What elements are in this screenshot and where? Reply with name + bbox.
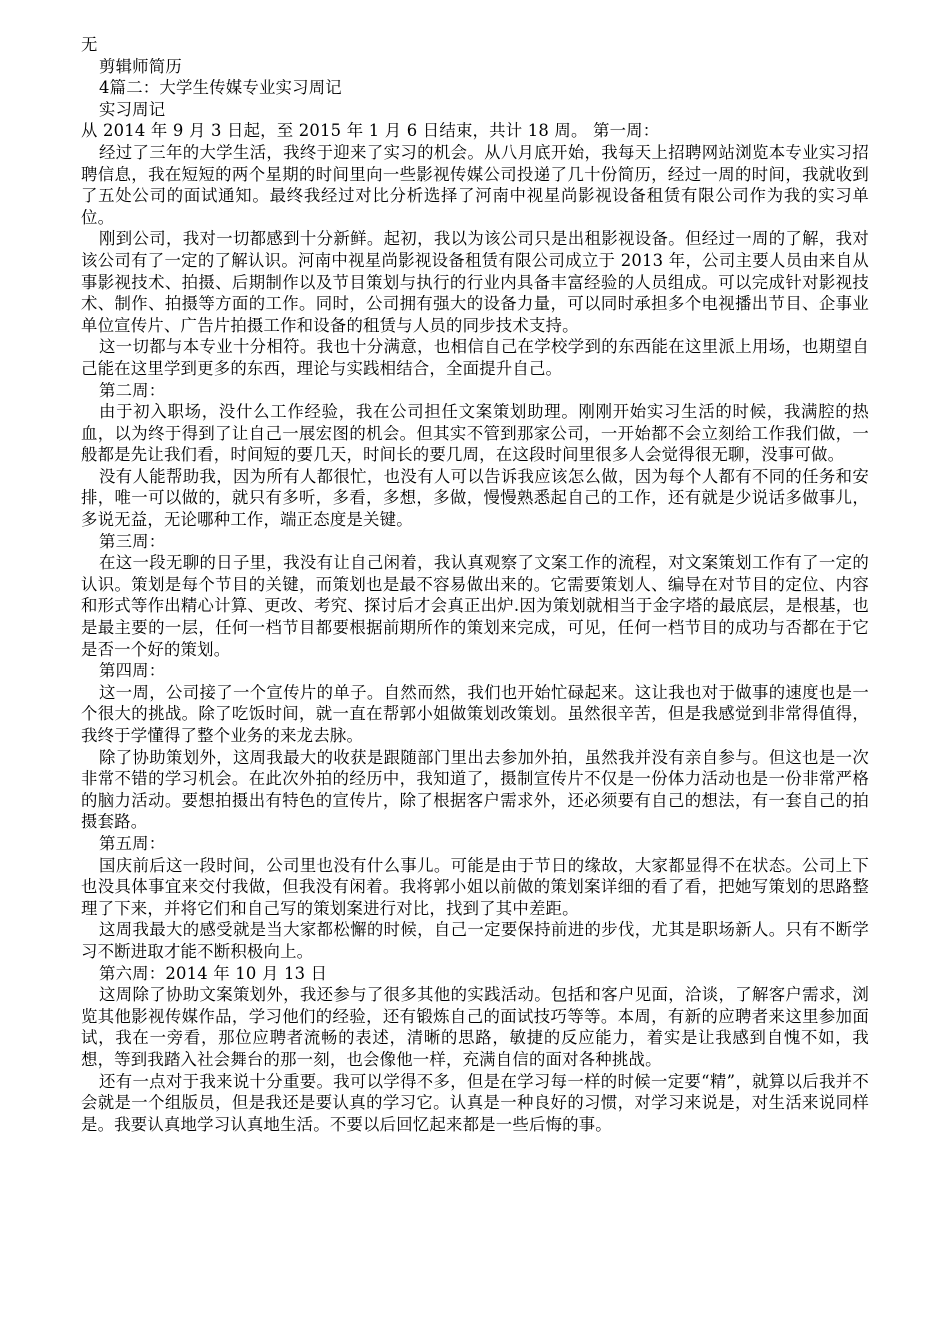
week-heading: 第三周：	[99, 531, 166, 551]
paragraph: 在这一段无聊的日子里，我没有让自己闲着，我认真观察了文案工作的流程，对文案策划工作有了一定的认识。策划是每个节目的关键，而策划也是最不容易做出来的。它需要策划人、编导在对节目的定位、内容和形式等作出精心计算、更改、考究、探讨后才会真正出炉.因为策划就相当于金字塔的最底层，是根基，也是最主要的一层，任何一档节目都要根据前期所作的策划来完成，可见，任何一档节目的成功与否都在于它是否一个好的策划。	[81, 553, 869, 659]
subtitle: 实习周记	[99, 99, 166, 119]
paragraph: 刚到公司，我对一切都感到十分新鲜。起初，我以为该公司只是出租影视设备。但经过一周的了解，我对该公司有了一定的了解认识。河南中视星尚影视设备租赁有限公司成立于 2013 年，公司主要人员由来自从事影视技术、拍摄、后期制作以及节目策划与执行的行业内具备丰富经验的人员组成。可以完成针对影视技术、制作、拍摄等方面的工作。同时，公司拥有强大的设备力量，可以同时承担多个电视播出节目、企事业单位宣传片、广告片拍摄工作和设备的租赁与人员的同步技术支持。	[81, 229, 869, 335]
week-heading: 第六周：2014 年 10 月 13 日	[99, 963, 328, 983]
title-line: 剪辑师简历	[99, 56, 182, 76]
paragraph: 这一周，公司接了一个宣传片的单子。自然而然，我们也开始忙碌起来。这让我也对于做事的速度也是一个很大的挑战。除了吃饭时间，就一直在帮郭小姐做策划改策划。虽然很辛苦，但是我感觉到非常得值得，我终于学懂得了整个业务的来龙去脉。	[81, 682, 869, 745]
date-line: 从 2014 年 9 月 3 日起，至 2015 年 1 月 6 日结束，共计 18 周。 第一周：	[81, 121, 660, 141]
paragraph: 这周我最大的感受就是当大家都松懈的时候，自己一定要保持前进的步伐，尤其是职场新人。只有不断学习不断进取才能不断积极向上。	[81, 920, 869, 961]
week-heading: 第二周：	[99, 380, 166, 400]
paragraph: 由于初入职场，没什么工作经验，我在公司担任文案策划助理。刚刚开始实习生活的时候，我满腔的热血，以为终于得到了让自己一展宏图的机会。但其实不管到那家公司，一开始都不会立刻给工作我们做，一般都是先让我们看，时间短的要几天，时间长的要几周，在这段时间里很多人会觉得很无聊，没事可做。	[81, 402, 869, 465]
paragraph: 还有一点对于我来说十分重要。我可以学得不多，但是在学习每一样的时候一定要“精”，就算以后我并不会就是一个组版员，但是我还是要认真的学习它。认真是一种良好的习惯，对学习来说是，对生活来说同样是。我要认真地学习认真地生活。不要以后回忆起来都是一些后悔的事。	[81, 1071, 869, 1134]
section-heading: 4篇二：大学生传媒专业实习周记	[99, 78, 342, 98]
paragraph: 经过了三年的大学生活，我终于迎来了实习的机会。从八月底开始，我每天上招聘网站浏览本专业实习招聘信息，我在短短的两个星期的时间里向一些影视传媒公司投递了几十份简历，经过一周的时间，我就收到了五处公司的面试通知。最终我经过对比分析选择了河南中视星尚影视设备租赁有限公司作为我的实习单位。	[81, 142, 869, 227]
paragraph: 国庆前后这一段时间，公司里也没有什么事儿。可能是由于节日的缘故，大家都显得不在状态。公司上下也没具体事宜来交付我做，但我没有闲着。我将郭小姐以前做的策划案详细的看了看，把她写策划的思路整理了下来，并将它们和自己写的策划案进行对比，找到了其中差距。	[81, 855, 869, 918]
paragraph: 这周除了协助文案策划外，我还参与了很多其他的实践活动。包括和客户见面，洽谈，了解客户需求，浏览其他影视传媒作品，学习他们的经验，还有锻炼自己的面试技巧等等。本周，有新的应聘者来这里参加面试，我在一旁看，那位应聘者流畅的表述，清晰的思路，敏捷的反应能力，着实是让我感到自愧不如，我想，等到我踏入社会舞台的那一刻，也会像他一样，充满自信的面对各种挑战。	[81, 985, 869, 1069]
paragraph: 除了协助策划外，这周我最大的收获是跟随部门里出去参加外拍，虽然我并没有亲自参与。但这也是一次非常不错的学习机会。在此次外拍的经历中，我知道了，摄制宣传片不仅是一份体力活动也是一份非常严格的脑力活动。要想拍摄出有特色的宣传片，除了根据客户需求外，还必须要有自己的想法，有一套自己的拍摄套路。	[81, 747, 869, 832]
week-heading: 第四周：	[99, 661, 166, 681]
paragraph: 没有人能帮助我，因为所有人都很忙，也没有人可以告诉我应该怎么做，因为每个人都有不同的任务和安排，唯一可以做的，就只有多听，多看，多想，多做，慢慢熟悉起自己的工作，还有就是少说话多做事儿，多说无益，无论哪种工作，端正态度是关键。	[81, 466, 869, 530]
top-text: 无	[81, 35, 98, 54]
paragraph: 这一切都与本专业十分相符。我也十分满意，也相信自己在学校学到的东西能在这里派上用场，也期望自己能在这里学到更多的东西，理论与实践相结合，全面提升自己。	[81, 337, 869, 378]
week-heading: 第五周：	[99, 833, 166, 853]
